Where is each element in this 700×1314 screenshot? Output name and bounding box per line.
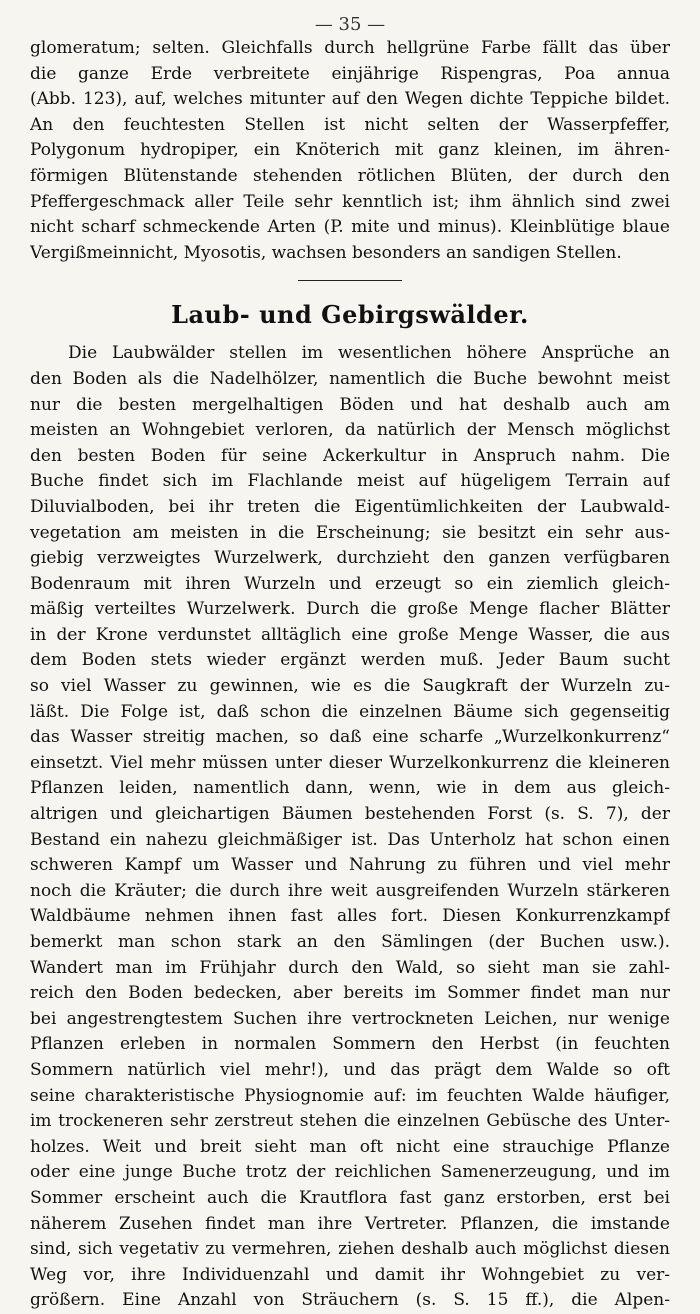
text-line: schweren Kampf um Wasser und Nahrung zu führen und viel mehr: [30, 855, 670, 876]
text-line: förmigen Blütenstande stehenden rötlichen Blüten, der durch den: [30, 165, 670, 186]
text-line: den besten Boden für seine Ackerkultur in Anspruch nahm. Die: [30, 445, 670, 466]
text-line: nicht scharf schmeckende Arten (P. mite und minus). Kleinblütige blaue: [30, 217, 670, 238]
text-line: Polygonum hydropiper, ein Knöterich mit ganz kleinen, im ähren-: [30, 140, 670, 161]
main-paragraph: [30, 341, 670, 1314]
text-line: giebig verzweigtes Wurzelwerk, durchzieht den ganzen verfügbaren: [30, 548, 670, 569]
text-line: Bestand ein nahezu gleichmäßiger ist. Das Unterholz hat schon einen: [30, 829, 670, 850]
top-paragraph: [30, 36, 670, 266]
text-line: Sommern natürlich viel mehr!), und das prägt dem Walde so oft: [30, 1059, 670, 1080]
text-line: reich den Boden bedecken, aber bereits im Sommer findet man nur: [30, 983, 670, 1004]
text-line: das Wasser streitig machen, so daß eine scharfe „Wurzelkonkurrenz“: [30, 727, 670, 748]
text-line: Pfeffergeschmack aller Teile sehr kenntlich ist; ihm ähnlich sind zwei: [30, 191, 670, 212]
text-line: noch die Kräuter; die durch ihre weit ausgreifenden Wurzeln stärkeren: [30, 880, 670, 901]
text-line: die ganze Erde verbreitete einjährige Rispengras, Poa annua: [30, 63, 670, 84]
text-line: einsetzt. Viel mehr müssen unter dieser Wurzelkonkurrenz die kleineren: [30, 752, 670, 773]
text-line: glomeratum; selten. Gleichfalls durch hellgrüne Farbe fällt das über: [30, 38, 670, 58]
text-line: holzes. Weit und breit sieht man oft nicht eine strauchige Pflanze: [30, 1136, 670, 1157]
text-line: altrigen und gleichartigen Bäumen bestehenden Forst (s. S. 7), der: [30, 804, 670, 825]
page-number: — 35 —: [314, 14, 386, 35]
text-line: so viel Wasser zu gewinnen, wie es die Saugkraft der Wurzeln zu-: [30, 676, 670, 697]
text-line: meisten an Wohngebiet verloren, da natürlich der Mensch möglichst: [30, 420, 670, 441]
text-line: bei angestrengtestem Suchen ihre vertrockneten Leichen, nur wenige: [30, 1008, 670, 1029]
text-line: nur die besten mergelhaltigen Böden und hat deshalb auch am: [30, 394, 670, 415]
text-line: Sommer erscheint auch die Krautflora fast ganz erstorben, erst bei: [30, 1187, 670, 1208]
text-line: im trockeneren sehr zerstreut stehen die einzelnen Gebüsche des Unter-: [30, 1111, 670, 1132]
text-line: oder eine junge Buche trotz der reichlichen Samenerzeugung, und im: [30, 1162, 670, 1183]
text-line: größern. Eine Anzahl von Sträuchern (s. S. 15 ff.), die Alpen-: [30, 1290, 670, 1311]
text-line: in der Krone verdunstet alltäglich eine große Menge Wasser, die aus: [30, 624, 670, 645]
text-line: mäßig verteiltes Wurzelwerk. Durch die große Menge flacher Blätter: [30, 599, 670, 620]
text-line: läßt. Die Folge ist, daß schon die einzelnen Bäume sich gegenseitig: [30, 701, 670, 722]
text-line: Diluvialboden, bei ihr treten die Eigentümlichkeiten der Laubwald-: [30, 496, 670, 517]
text-line: Pflanzen leiden, namentlich dann, wenn, wie in dem aus gleich-: [30, 778, 670, 799]
text-line: sind, sich vegetativ zu vermehren, ziehen deshalb auch möglichst diesen: [30, 1239, 670, 1260]
text-line: Weg vor, ihre Individuenzahl und damit ihr Wohngebiet zu ver-: [30, 1264, 670, 1285]
text-line: Wandert man im Frühjahr durch den Wald, so sieht man sie zahl-: [30, 957, 670, 978]
text-line: An den feuchtesten Stellen ist nicht selten der Wasserpfeffer,: [30, 114, 670, 135]
text-line: Vergißmeinnicht, Myosotis, wachsen besonders an sandigen Stellen.: [30, 242, 622, 263]
text-line: dem Boden stets wieder ergänzt werden muß. Jeder Baum sucht: [30, 650, 670, 671]
section-divider: [298, 280, 402, 281]
text-line: seine charakteristische Physiognomie auf: im feuchten Walde häufiger,: [30, 1085, 670, 1106]
text-line: näherem Zusehen findet man ihre Vertreter. Pflanzen, die imstande: [30, 1213, 670, 1234]
text-line: Pflanzen erleben in normalen Sommern den Herbst (in feuchten: [30, 1034, 670, 1055]
text-line: bemerkt man schon stark an den Sämlingen (der Buchen usw.).: [30, 932, 670, 952]
text-line: Die Laubwälder stellen im wesentlichen höhere Ansprüche an: [68, 343, 670, 364]
text-line: vegetation am meisten in die Erscheinung; sie besitzt ein sehr aus-: [30, 522, 670, 543]
section-heading: Laub- und Gebirgswälder.: [171, 300, 529, 330]
text-line: (Abb. 123), auf, welches mitunter auf den Wegen dichte Teppiche bildet.: [30, 89, 670, 110]
text-line: Buche findet sich im Flachlande meist auf hügeligem Terrain auf: [30, 471, 670, 492]
text-line: Bodenraum mit ihren Wurzeln und erzeugt so ein ziemlich gleich-: [30, 573, 670, 594]
text-line: Waldbäume nehmen ihnen fast alles fort. Diesen Konkurrenzkampf: [30, 906, 670, 927]
text-line: den Boden als die Nadelhölzer, namentlich die Buche bewohnt meist: [30, 368, 670, 389]
